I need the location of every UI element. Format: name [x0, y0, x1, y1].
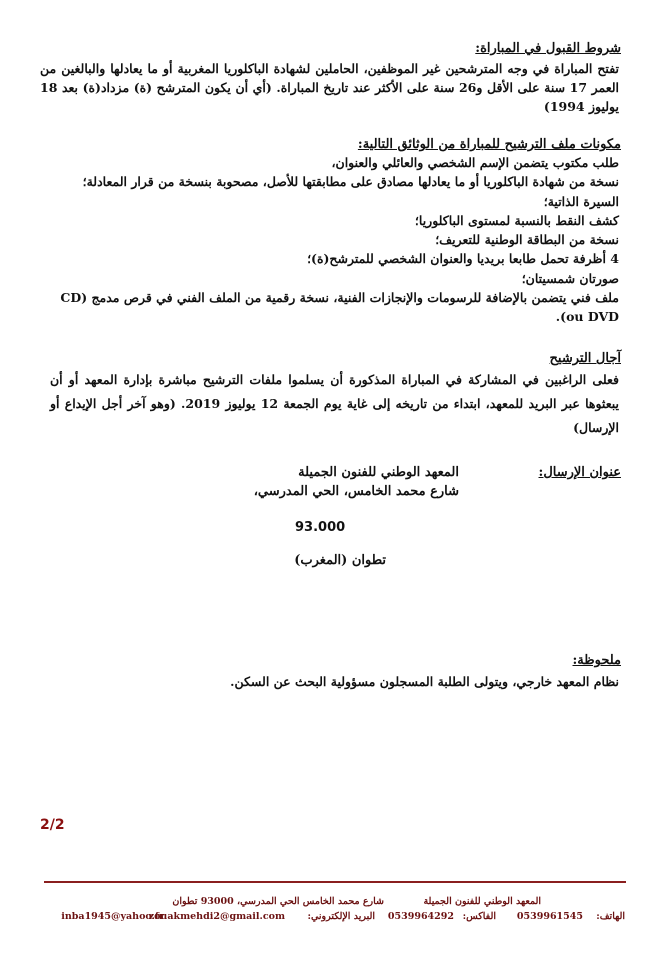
documents-list: [55, 153, 619, 327]
list-item: 4 أظرفة تحمل طابعا بريديا والعنوان الشخصي للمترشح(ة)؛: [307, 251, 619, 267]
footer-phone: 0539961545: [516, 911, 583, 922]
admission-paragraph: تفتح المباراة في وجه المترشحين غير الموظفين، الحاملين لشهادة الباكلوريا المغربية أو ما يعادلها والبالغين من العمر 17 سنة على الأقل و26 سنة على الأكثر عند تاريخ المباراة. (أي أن يكون المترشح (ة) مزداد(ة) بعد 18 يوليوز 1994): [40, 61, 620, 114]
footer-address: شارع محمد الخامس الحي المدرسي، 93000 تطوان: [172, 896, 384, 907]
list-item: طلب مكتوب يتضمن الإسم الشخصي والعائلي والعنوان،: [331, 155, 619, 170]
address-label: عنوان الإرسال:: [538, 465, 621, 480]
footer-divider: [44, 881, 626, 883]
list-item: نسخة من شهادة الباكلوريا أو ما يعادلها مصادق على مطابقتها للأصل، مصحوبة بنسخة من قرار المعادلة؛: [82, 174, 619, 190]
address-city: تطوان (المغرب): [294, 553, 386, 568]
admission-heading: شروط القبول في المباراة:: [475, 41, 621, 56]
footer-email-1[interactable]: zouakmehdi2@gmail.com: [148, 911, 285, 922]
list-item: نسخة من البطاقة الوطنية للتعريف؛: [435, 232, 619, 248]
footer-fax-label: الفاكس:: [462, 911, 496, 922]
list-item: كشف النقط بالنسبة لمستوى الباكلوريا؛: [414, 212, 619, 228]
footer-email-label: البريد الإلكتروني:: [307, 911, 375, 922]
deadlines-paragraph: فعلى الراغبين في المشاركة في المباراة المذكورة أن يسلموا ملفات الترشيح مباشرة بإدارة المعهد أو أن يبعثوها عبر البريد للمعهد، ابتداء من تاريخه إلى غاية يوم الجمعة 12 يوليوز 2019. (وهو آخر أجل الإيداع أو الإرسال): [50, 372, 619, 435]
note-heading: ملحوظة:: [572, 653, 621, 668]
footer-phone-label: الهاتف:: [596, 911, 625, 922]
note-text: نظام المعهد خارجي، ويتولى الطلبة المسجلون مسؤولية البحث عن السكن.: [230, 674, 619, 689]
list-item: صورتان شمسيتان؛: [521, 270, 619, 286]
address-institute: المعهد الوطني للفنون الجميلة: [298, 465, 459, 480]
list-item: السيرة الذاتية؛: [543, 193, 619, 209]
footer-institute: المعهد الوطني للفنون الجميلة: [423, 896, 541, 907]
address-street: شارع محمد الخامس، الحي المدرسي،: [253, 484, 459, 499]
deadlines-heading: آجال الترشيح: [549, 351, 621, 366]
footer-email-2[interactable]: inba1945@yahoo.fr: [61, 911, 164, 922]
list-item: ملف فني يتضمن بالإضافة للرسومات والإنجازات الفنية، نسخة رقمية من الملف الفني في قرص مدمج (CD ou DVD).: [60, 290, 619, 325]
documents-heading: مكونات ملف الترشيح للمباراة من الوثائق التالية:: [357, 137, 621, 152]
address-postal-code: 93.000: [295, 520, 346, 535]
page-number: 2/2: [40, 817, 65, 833]
footer-fax: 0539964292: [387, 911, 454, 922]
